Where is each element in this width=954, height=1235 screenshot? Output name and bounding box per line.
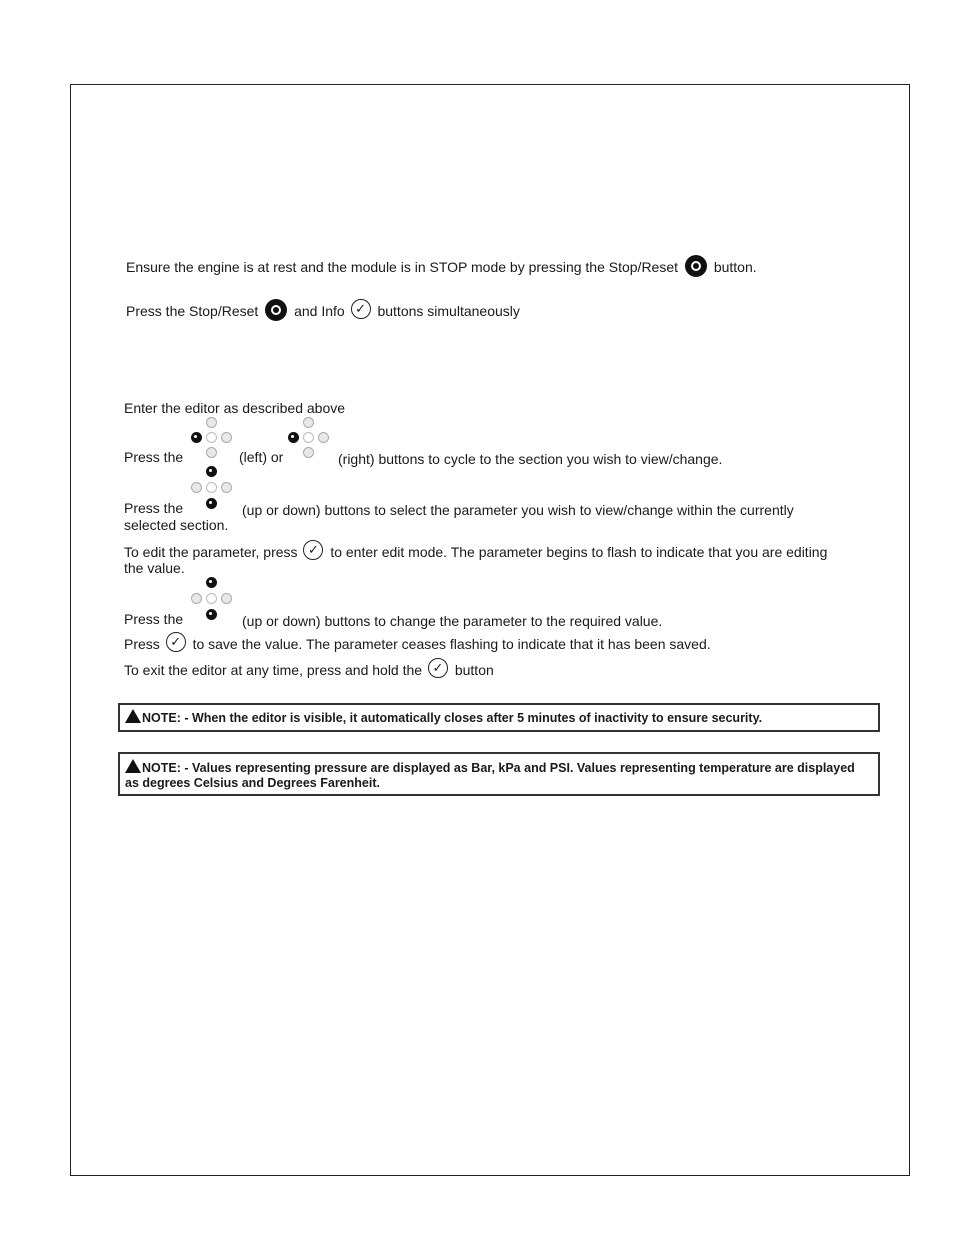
- right-button-pad-icon: [286, 415, 332, 461]
- up-down-button-pad-icon: [189, 466, 235, 512]
- info-tick-icon: ✓: [428, 658, 448, 678]
- step-save-value: [124, 636, 711, 653]
- note-units: [118, 752, 880, 796]
- step-text: Press the Stop/Reset: [126, 303, 259, 319]
- step-text: to save the value. The parameter ceases flashing to indicate that it has been saved.: [192, 636, 711, 652]
- note-inactivity: [118, 703, 880, 732]
- step-ensure-stop-text: Ensure the engine is at rest and the module is in STOP mode by pressing the Stop/Reset: [126, 259, 679, 275]
- step-text: To exit the editor at any time, press and hold the: [124, 662, 423, 678]
- stop-reset-icon: [685, 255, 707, 277]
- step-select-parameter-cont: (up or down) buttons to select the parameter you wish to view/change within the currently: [242, 502, 794, 518]
- step-text: Press the: [124, 449, 184, 465]
- info-tick-icon: ✓: [303, 540, 323, 560]
- info-tick-icon: ✓: [166, 632, 186, 652]
- step-press-stop-info: [126, 303, 520, 321]
- step-cycle-right-label: (right) buttons to cycle to the section you wish to view/change.: [338, 451, 723, 467]
- step-exit-editor: [124, 662, 494, 679]
- note-text: NOTE: - When the editor is visible, it automatically closes after 5 minutes of inactivity to ensure security.: [142, 711, 763, 725]
- step-change-parameter-cont: (up or down) buttons to change the parameter to the required value.: [242, 613, 663, 629]
- step-select-parameter-end: selected section.: [124, 517, 229, 533]
- step-edit-parameter-end: the value.: [124, 560, 185, 576]
- step-edit-parameter: [124, 544, 827, 561]
- warning-icon: [125, 759, 141, 773]
- step-text: and Info: [294, 303, 345, 319]
- page-frame: [70, 84, 910, 1176]
- step-text: button: [454, 662, 494, 678]
- step-cycle-left-label: (left) or: [239, 449, 284, 465]
- step-select-parameter: Press the: [124, 500, 184, 516]
- info-tick-icon: ✓: [351, 299, 371, 319]
- step-text: To edit the parameter, press: [124, 544, 298, 560]
- step-text: to enter edit mode. The parameter begins to flash to indicate that you are editing: [330, 544, 828, 560]
- step-ensure-stop: [126, 259, 757, 277]
- up-down-button-pad-icon: [189, 577, 235, 623]
- stop-reset-icon: [265, 299, 287, 321]
- step-change-parameter: Press the: [124, 611, 184, 627]
- note-text: NOTE: - Values representing pressure are displayed as Bar, kPa and PSI. Values representing temperature are displayed as degrees Celsius and Degrees Farenheit.: [125, 761, 855, 790]
- warning-icon: [125, 709, 141, 723]
- step-ensure-stop-tail: button.: [713, 259, 757, 275]
- step-text: buttons simultaneously: [377, 303, 520, 319]
- left-button-pad-icon: [189, 415, 235, 461]
- step-text: Press: [124, 636, 160, 652]
- step-cycle-section: [124, 449, 183, 466]
- step-enter-editor: Enter the editor as described above: [124, 400, 346, 416]
